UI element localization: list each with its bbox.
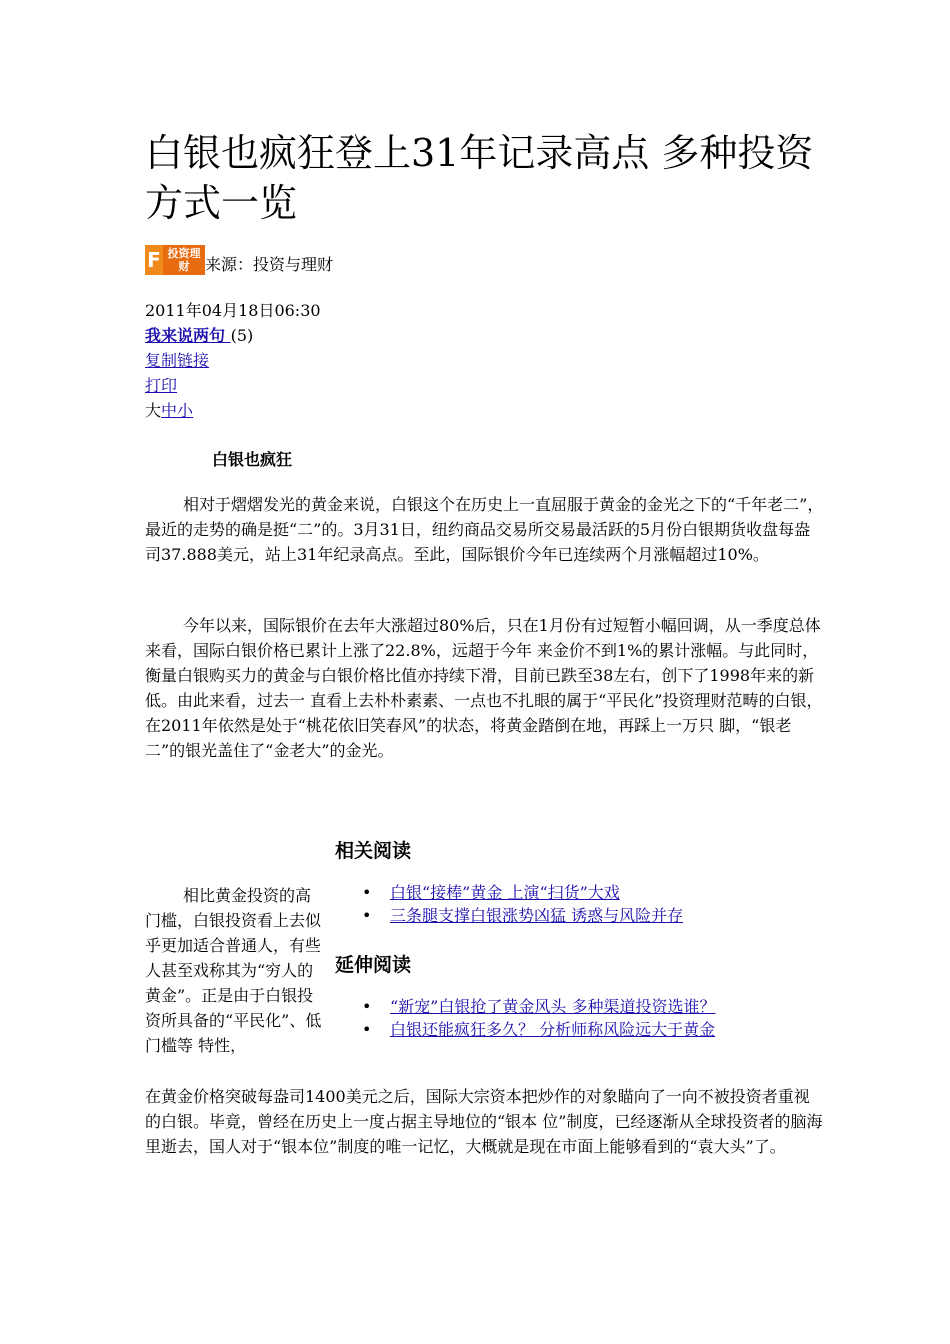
comment-count: (5)	[230, 326, 254, 345]
list-item	[362, 904, 683, 927]
section-subhead: 白银也疯狂	[212, 450, 293, 469]
article-title: 白银也疯狂登上31年记录高点 多种投资方式一览	[145, 131, 814, 225]
extended-link-2[interactable]: 白银还能疯狂多久？ 分析师称风险远大于黄金	[390, 1020, 716, 1039]
paragraph-4: 在黄金价格突破每盎司1400美元之后，国际大宗资本把炒作的对象瞄向了一向不被投资者重视的白银。毕竟，曾经在历史上一度占据主导地位的“银本 位”制度，已经逐渐从全球投资者的脑海里逝去，国人对于“银本位”制度的唯一记忆，大概就是现在市面上能够看到的“袁大头”了。	[145, 1087, 823, 1156]
extended-reading-heading: 延伸阅读	[335, 954, 412, 976]
paragraph-3: 相比黄金投资的高门槛，白银投资看上去似乎更加适合普通人，有些人甚至戏称其为“穷人的黄金”。正是由于白银投资所具备的“平民化”、低门槛等 特性，	[145, 886, 322, 1055]
paragraph-2: 今年以来，国际银价在去年大涨超过80%后，只在1月份有过短暂小幅回调，从一季度总体来看，国际白银价格已累计上涨了22.8%，远超于今年 来金价不到1%的累计涨幅。与此同时，衡量白银购买力的黄金与白银价格比值亦持续下滑，目前已跌至38左右，创下了1998年来的新低。由此来看，过去一 直看上去朴朴素素、一点也不扎眼的属于“平民化”投资理财范畴的白银，在2011年依然是处于“桃花依旧笑春风”的状态，将黄金踏倒在地，再踩上一万只 脚，“银老二”的银光盖住了“金老大”的金光。	[145, 616, 823, 760]
source-logo: F 投资理财	[145, 245, 205, 275]
source-row	[145, 245, 333, 275]
publish-date: 2011年04月18日06:30	[145, 301, 321, 320]
related-reading-list	[362, 881, 683, 927]
print-link[interactable]: 打印	[145, 376, 178, 395]
related-link-2[interactable]: 三条腿支撑白银涨势凶猛 诱惑与风险并存	[390, 906, 684, 925]
copy-link[interactable]: 复制链接	[145, 351, 210, 370]
comment-link[interactable]: 我来说两句	[145, 326, 231, 345]
article-meta	[145, 298, 321, 423]
list-item	[362, 1018, 715, 1041]
related-reading-heading: 相关阅读	[335, 840, 412, 862]
font-size-small[interactable]: 小	[177, 401, 194, 420]
extended-reading-list	[362, 995, 715, 1041]
font-size-large[interactable]: 大	[145, 401, 162, 420]
related-link-1[interactable]: 白银“接棒”黄金 上演“扫货”大戏	[390, 883, 620, 902]
source-text: 来源：投资与理财	[205, 255, 334, 274]
paragraph-1: 相对于熠熠发光的黄金来说，白银这个在历史上一直屈服于黄金的金光之下的“千年老二”，最近的走势的确是挺“二”的。3月31日，纽约商品交易所交易最活跃的5月份白银期货收盘每盎司37.888美元，站上31年纪录高点。至此，国际银价今年已连续两个月涨幅超过10%。	[145, 495, 824, 564]
list-item	[362, 995, 715, 1018]
list-item	[362, 881, 683, 904]
extended-link-1[interactable]: “新宠”白银抢了黄金风头 多种渠道投资选谁？	[390, 997, 716, 1016]
font-size-medium[interactable]: 中	[161, 401, 178, 420]
